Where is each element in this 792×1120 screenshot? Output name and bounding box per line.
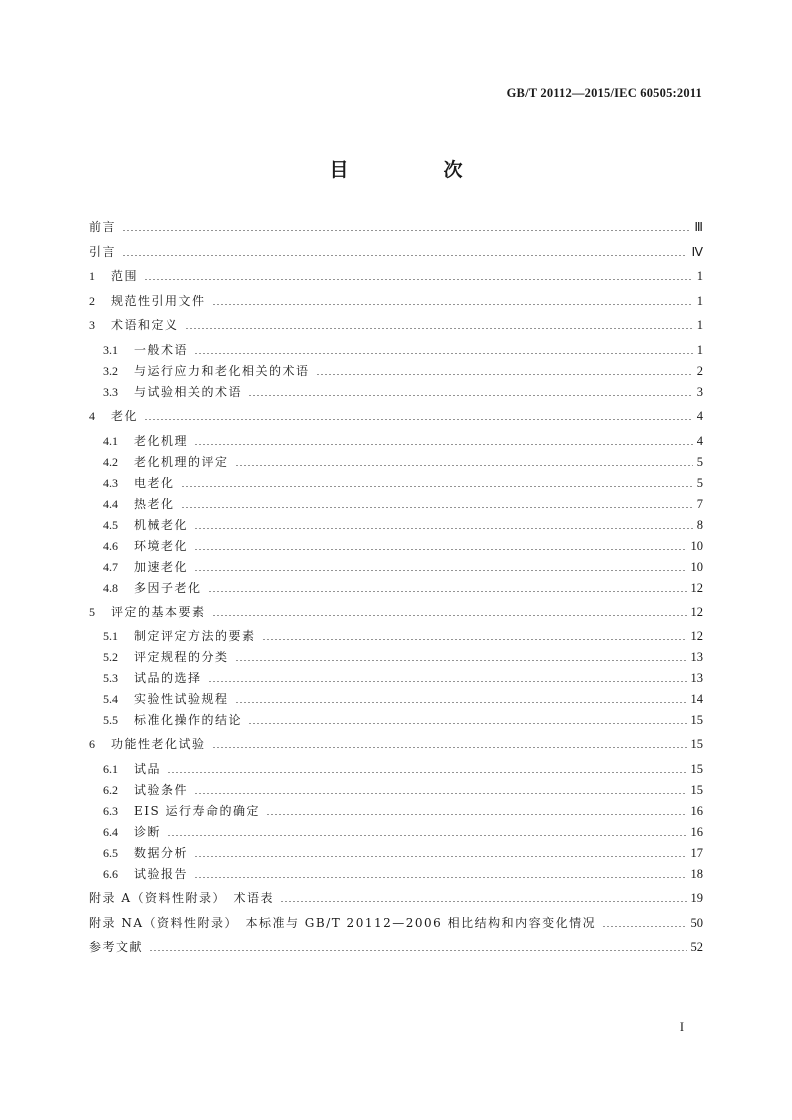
toc-entry[interactable] [89, 689, 703, 709]
toc-entry-number: 5.1 [103, 629, 118, 643]
toc-entry[interactable] [89, 536, 703, 556]
toc-entry-title: 与运行应力和老化相关的术语 [134, 364, 310, 378]
toc-entry-number: 3.2 [103, 364, 118, 378]
toc-entry-number: 5.3 [103, 671, 118, 685]
page-title: 目 次 [329, 159, 501, 181]
toc-entry[interactable] [89, 913, 703, 933]
toc-dot-leader [235, 689, 687, 709]
toc-dot-leader [144, 266, 693, 286]
toc-dot-leader [262, 626, 687, 646]
toc-dot-leader [235, 647, 687, 667]
toc-entry[interactable] [89, 340, 703, 360]
toc-entry-number: 4.4 [103, 497, 118, 511]
toc-entry[interactable] [89, 557, 703, 577]
toc-entry-page: 12 [690, 605, 703, 619]
toc-dot-leader [194, 515, 693, 535]
toc-dot-leader [194, 557, 686, 577]
table-of-contents [89, 0, 703, 1120]
toc-entry-page: 52 [690, 940, 703, 954]
toc-entry-title: 功能性老化试验 [111, 737, 206, 751]
toc-entry-title: 标准化操作的结论 [134, 713, 243, 727]
toc-dot-leader [194, 536, 686, 556]
toc-entry[interactable] [89, 937, 703, 957]
toc-entry-title: 机械老化 [134, 518, 189, 532]
toc-entry-title: 环境老化 [134, 539, 189, 553]
toc-entry-title: 与试验相关的术语 [134, 385, 243, 399]
toc-entry[interactable] [89, 602, 703, 622]
toc-entry[interactable] [89, 515, 703, 535]
toc-entry[interactable] [89, 668, 703, 688]
toc-entry[interactable] [89, 843, 703, 863]
toc-dot-leader [144, 406, 693, 426]
toc-entry-title: 试验条件 [134, 783, 189, 797]
page-number: I [679, 1020, 684, 1034]
toc-entry-number: 4.5 [103, 518, 118, 532]
toc-entry[interactable] [89, 382, 703, 402]
toc-entry-title: 多因子老化 [134, 581, 202, 595]
toc-dot-leader [122, 217, 690, 237]
toc-entry-page: 50 [690, 916, 703, 930]
toc-dot-leader [122, 242, 687, 262]
toc-entry-title: 前言 [89, 220, 117, 234]
toc-entry-page: 15 [690, 713, 703, 727]
toc-entry[interactable] [89, 242, 703, 262]
toc-entry-page: 7 [696, 497, 703, 511]
toc-entry-page: 13 [690, 650, 703, 664]
toc-entry[interactable] [89, 822, 703, 842]
toc-entry-page: 16 [690, 804, 703, 818]
toc-entry[interactable] [89, 759, 703, 779]
toc-entry-title: 试品 [134, 762, 162, 776]
toc-entry-page: 10 [690, 560, 703, 574]
toc-dot-leader [194, 340, 693, 360]
toc-entry-page: 16 [690, 825, 703, 839]
toc-entry-page: 15 [690, 762, 703, 776]
toc-entry-title: 诊断 [134, 825, 162, 839]
toc-entry[interactable] [89, 864, 703, 884]
toc-dot-leader [212, 602, 687, 622]
toc-entry-title: 试验报告 [134, 867, 189, 881]
toc-entry-number: 6 [89, 737, 95, 751]
toc-dot-leader [185, 315, 693, 335]
toc-entry-title: 范围 [111, 269, 139, 283]
toc-dot-leader [194, 843, 686, 863]
toc-entry-page: 18 [690, 867, 703, 881]
toc-entry[interactable] [89, 710, 703, 730]
toc-entry-page: 10 [690, 539, 703, 553]
toc-entry-number: 6.6 [103, 867, 118, 881]
toc-dot-leader [208, 578, 687, 598]
toc-dot-leader [167, 759, 686, 779]
toc-entry-page: 8 [696, 518, 703, 532]
toc-entry-page: Ⅳ [691, 245, 703, 259]
toc-entry-title: 附录 A（资料性附录） 术语表 [89, 891, 274, 905]
toc-dot-leader [208, 668, 687, 688]
toc-entry-title: 术语和定义 [111, 318, 179, 332]
toc-dot-leader [167, 822, 686, 842]
toc-entry-title: 引言 [89, 245, 117, 259]
toc-entry-number: 4.3 [103, 476, 118, 490]
toc-dot-leader [194, 864, 686, 884]
toc-entry-page: 14 [690, 692, 703, 706]
toc-entry-number: 1 [89, 269, 95, 283]
toc-entry[interactable] [89, 361, 703, 381]
toc-dot-leader [280, 888, 687, 908]
toc-entry-title: 热老化 [134, 497, 175, 511]
toc-dot-leader [316, 361, 693, 381]
toc-entry-number: 5.2 [103, 650, 118, 664]
toc-entry-number: 2 [89, 294, 95, 308]
toc-entry-number: 6.3 [103, 804, 118, 818]
toc-entry-page: 4 [696, 409, 703, 423]
toc-entry-title: 制定评定方法的要素 [134, 629, 256, 643]
toc-entry[interactable] [89, 315, 703, 335]
toc-entry-page: 1 [696, 294, 703, 308]
toc-entry-title: 老化机理的评定 [134, 455, 229, 469]
toc-entry-number: 4.7 [103, 560, 118, 574]
toc-entry-page: 1 [696, 269, 703, 283]
toc-entry-page: 17 [690, 846, 703, 860]
toc-entry-page: 1 [696, 343, 703, 357]
toc-entry-number: 4.6 [103, 539, 118, 553]
toc-entry[interactable] [89, 626, 703, 646]
toc-entry-title: 评定规程的分类 [134, 650, 229, 664]
toc-entry-page: 5 [696, 455, 703, 469]
toc-entry-number: 3 [89, 318, 95, 332]
standard-code: GB/T 20112—2015/IEC 60505:2011 [506, 86, 702, 100]
toc-entry-number: 4.1 [103, 434, 118, 448]
toc-dot-leader [235, 452, 693, 472]
toc-entry[interactable] [89, 647, 703, 667]
toc-entry-number: 3.3 [103, 385, 118, 399]
toc-entry[interactable] [89, 266, 703, 286]
toc-entry-number: 4 [89, 409, 95, 423]
toc-entry-title: 参考文献 [89, 940, 144, 954]
toc-entry-title: 老化机理 [134, 434, 189, 448]
toc-entry-page: 19 [690, 891, 703, 905]
toc-entry[interactable] [89, 578, 703, 598]
toc-dot-leader [149, 937, 686, 957]
toc-entry-number: 6.2 [103, 783, 118, 797]
toc-dot-leader [602, 913, 686, 933]
toc-entry-page: 15 [690, 783, 703, 797]
toc-entry[interactable] [89, 473, 703, 493]
toc-entry-number: 5.4 [103, 692, 118, 706]
toc-entry-title: 规范性引用文件 [111, 294, 206, 308]
toc-entry-number: 4.8 [103, 581, 118, 595]
toc-dot-leader [248, 382, 693, 402]
toc-entry[interactable] [89, 431, 703, 451]
toc-dot-leader [194, 431, 693, 451]
toc-entry-page: 5 [696, 476, 703, 490]
toc-dot-leader [194, 780, 686, 800]
toc-entry-number: 6.5 [103, 846, 118, 860]
toc-entry-page: Ⅲ [694, 220, 703, 234]
toc-entry[interactable] [89, 291, 703, 311]
toc-entry[interactable] [89, 734, 703, 754]
toc-entry-number: 6.1 [103, 762, 118, 776]
toc-entry-page: 15 [690, 737, 703, 751]
toc-dot-leader [181, 473, 693, 493]
toc-entry[interactable] [89, 801, 703, 821]
toc-entry-title: 评定的基本要素 [111, 605, 206, 619]
toc-entry-number: 6.4 [103, 825, 118, 839]
toc-dot-leader [181, 494, 693, 514]
toc-entry-page: 3 [696, 385, 703, 399]
toc-entry-title: 一般术语 [134, 343, 189, 357]
toc-entry-title: EIS 运行寿命的确定 [134, 804, 261, 818]
toc-entry-title: 加速老化 [134, 560, 189, 574]
toc-dot-leader [212, 734, 687, 754]
toc-entry-page: 1 [696, 318, 703, 332]
toc-entry-title: 试品的选择 [134, 671, 202, 685]
toc-entry[interactable] [89, 888, 703, 908]
toc-entry-number: 4.2 [103, 455, 118, 469]
toc-entry[interactable] [89, 452, 703, 472]
toc-entry[interactable] [89, 406, 703, 426]
toc-entry-number: 5.5 [103, 713, 118, 727]
toc-entry-number: 5 [89, 605, 95, 619]
toc-entry-number: 3.1 [103, 343, 118, 357]
toc-entry-page: 12 [690, 629, 703, 643]
toc-entry[interactable] [89, 217, 703, 237]
toc-entry-page: 4 [696, 434, 703, 448]
toc-entry-page: 12 [690, 581, 703, 595]
toc-entry-title: 老化 [111, 409, 139, 423]
toc-entry-page: 2 [696, 364, 703, 378]
toc-dot-leader [248, 710, 686, 730]
toc-entry-title: 实验性试验规程 [134, 692, 229, 706]
toc-entry-page: 13 [690, 671, 703, 685]
toc-dot-leader [266, 801, 686, 821]
toc-entry[interactable] [89, 780, 703, 800]
toc-entry[interactable] [89, 494, 703, 514]
toc-dot-leader [212, 291, 693, 311]
toc-entry-title: 电老化 [134, 476, 175, 490]
toc-entry-title: 数据分析 [134, 846, 189, 860]
toc-entry-title: 附录 NA（资料性附录） 本标准与 GB/T 20112—2006 相比结构和内容变化情况 [89, 916, 597, 930]
